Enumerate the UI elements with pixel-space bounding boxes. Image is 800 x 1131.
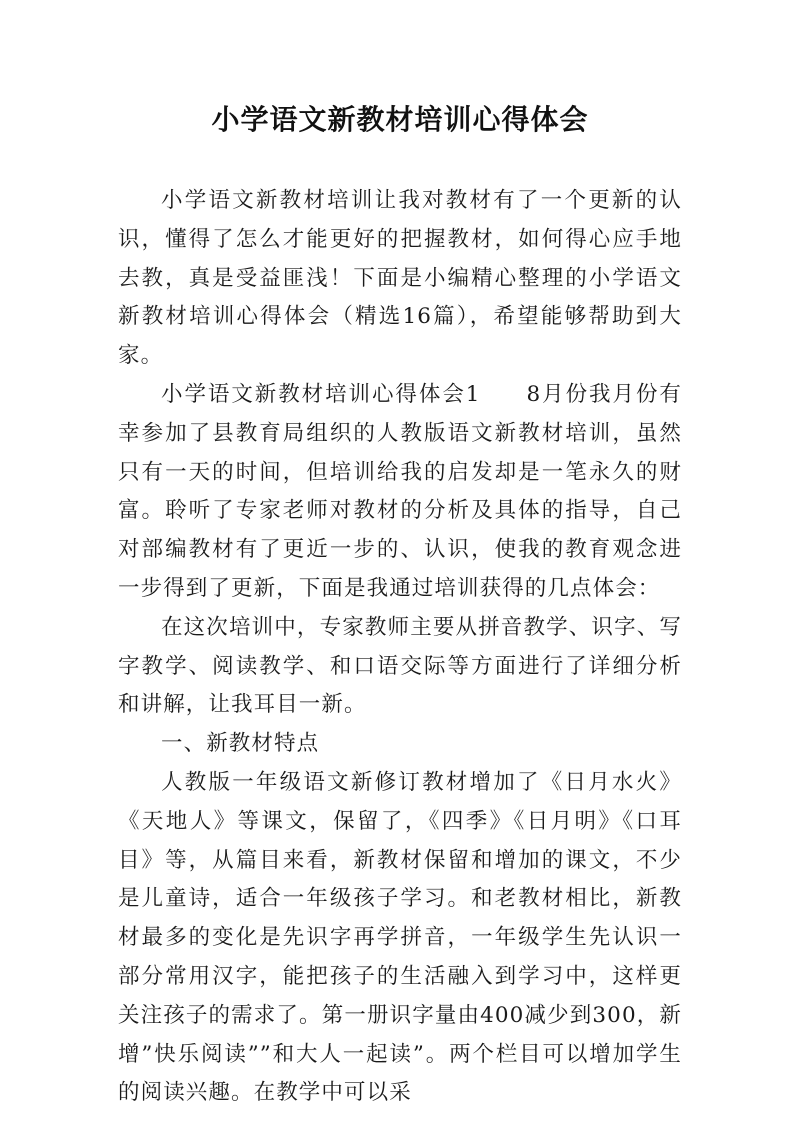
document-title: 小学语文新教材培训心得体会 (211, 103, 589, 136)
features-paragraph: 人教版一年级语文新修订教材增加了《日月水火》《天地人》等课文，保留了，《四季》《日月明》《口耳目》等，从篇目来看，新教材保留和增加的课文，不少是儿童诗，适合一年级孩子学习。和老教材相比，新教材最多的变化是先识字再学拼音，一年级学生先认识一部分常用汉字，能把孩子的生活融入到学习中，这样更关注孩子的需求了。第一册识字量由400减少到300，新增”快乐阅读””和大人一起读”。两个栏目可以增加学生的阅读兴趣。在教学中可以采 (118, 769, 682, 1106)
document-body (118, 182, 682, 1113)
subheading-paragraph: 一、新教材特点 (161, 731, 320, 757)
training-paragraph: 在这次培训中，专家教师主要从拼音教学、识字、写字教学、阅读教学、和口语交际等方面进行了详细分析和讲解，让我耳目一新。 (118, 614, 682, 718)
intro-paragraph: 小学语文新教材培训让我对教材有了一个更新的认识，懂得了怎么才能更好的把握教材，如何得心应手地去教，真是受益匪浅！下面是小编精心整理的小学语文新教材培训心得体会（精选16篇），希望能够帮助到大家。 (118, 188, 682, 369)
section-text: 8月份我月份有幸参加了县教育局组织的人教版语文新教材培训，虽然只有一天的时间，但培训给我的启发却是一笔永久的财富。聆听了专家老师对教材的分析及具体的指导，自己对部编教材有了更近一步的、认识，使我的教育观念进一步得到了更新，下面是我通过培训获得的几点体会： (118, 381, 682, 601)
section-heading: 小学语文新教材培训心得体会1 (161, 381, 481, 407)
section-paragraph (118, 376, 682, 609)
